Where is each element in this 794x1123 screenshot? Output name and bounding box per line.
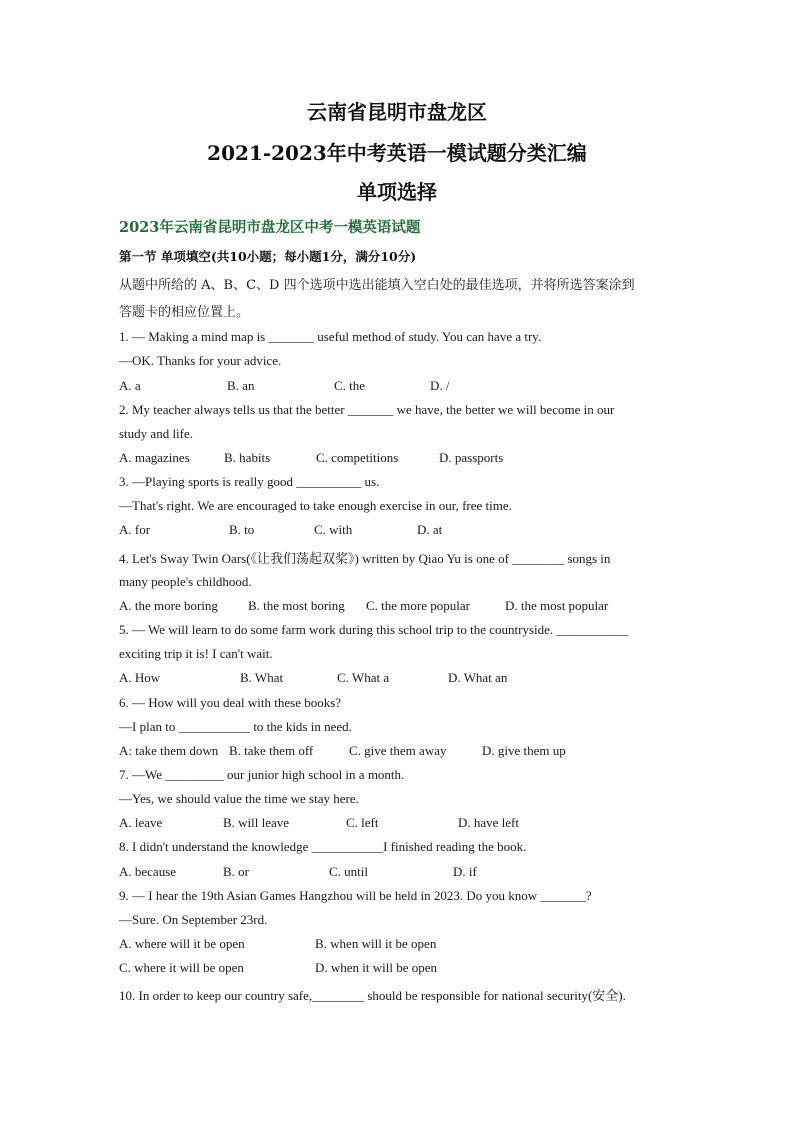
question-2-stem-continued: study and life.: [119, 426, 194, 441]
question-3-option-b: B. to: [229, 522, 255, 537]
question-7-reply: —Yes, we should value the time we stay here.: [119, 791, 359, 806]
question-5-option-a: A. How: [119, 670, 161, 685]
exam-title: 2023年云南省昆明市盘龙区中考一模英语试题: [119, 219, 421, 236]
question-7-option-d: D. have left: [458, 815, 520, 830]
question-8-option-c: C. until: [329, 864, 369, 879]
question-1-option-d: D. /: [430, 378, 450, 393]
question-6-option-d: D. give them up: [482, 743, 566, 758]
question-5-option-d: D. What an: [448, 670, 508, 685]
question-4-option-a: A. the more boring: [119, 598, 218, 613]
question-9-option-a: A. where will it be open: [119, 936, 245, 951]
question-9-reply: —Sure. On September 23rd.: [119, 912, 268, 927]
question-1-option-c: C. the: [334, 378, 366, 393]
question-9-option-c: C. where it will be open: [119, 960, 244, 975]
question-4-option-b: B. the most boring: [248, 598, 345, 613]
question-7-option-b: B. will leave: [223, 815, 290, 830]
question-1-stem: 1. — Making a mind map is _______ useful method of study. You can have a try.: [119, 329, 542, 344]
question-1-reply: —OK. Thanks for your advice.: [119, 353, 282, 368]
question-1-option-a: A. a: [119, 378, 141, 393]
question-3-option-d: D. at: [417, 522, 443, 537]
question-5-option-c: C. What a: [337, 670, 390, 685]
question-2-option-b: B. habits: [224, 450, 271, 465]
question-3-reply: —That's right. We are encouraged to take enough exercise in our, free time.: [119, 498, 512, 513]
page-title-section: 单项选择: [357, 180, 437, 204]
question-7-stem: 7. —We _________ our junior high school in a month.: [119, 767, 405, 782]
question-8-option-b: B. or: [223, 864, 249, 879]
question-6-option-a: A: take them down: [119, 743, 219, 758]
question-5-stem-continued: exciting trip it is! I can't wait.: [119, 646, 273, 661]
question-9-option-d: D. when it will be open: [315, 960, 438, 975]
question-2-option-a: A. magazines: [119, 450, 190, 465]
question-4-stem: 4. Let's Sway Twin Oars(《让我们荡起双桨》) written by Qiao Yu is one of ________ songs in: [119, 551, 611, 566]
question-8-stem: 8. I didn't understand the knowledge ___________I finished reading the book.: [119, 839, 527, 854]
question-6-stem: 6. — How will you deal with these books?: [119, 695, 342, 710]
question-6-option-b: B. take them off: [229, 743, 314, 758]
question-7-option-c: C. left: [346, 815, 379, 830]
question-3-stem: 3. —Playing sports is really good __________ us.: [119, 474, 380, 489]
question-5-stem: 5. — We will learn to do some farm work during this school trip to the countryside. ___________: [119, 622, 628, 637]
question-6-option-c: C. give them away: [349, 743, 447, 758]
instruction-line-2: 答题卡的相应位置上。: [119, 305, 250, 320]
question-9-stem: 9. — I hear the 19th Asian Games Hangzhou will be held in 2023. Do you know _______?: [119, 888, 592, 903]
question-8-option-a: A. because: [119, 864, 177, 879]
question-1-option-b: B. an: [227, 378, 255, 393]
question-7-option-a: A. leave: [119, 815, 163, 830]
question-3-option-c: C. with: [314, 522, 353, 537]
page-title-collection: 2021-2023年中考英语一模试题分类汇编: [207, 141, 587, 165]
question-9-option-b: B. when will it be open: [315, 936, 437, 951]
question-2-option-c: C. competitions: [316, 450, 399, 465]
section-title: 第一节 单项填空(共10小题；每小题1分，满分10分): [119, 249, 417, 264]
page-title-region: 云南省昆明市盘龙区: [307, 100, 487, 124]
question-5-option-b: B. What: [240, 670, 284, 685]
instruction-line-1: 从题中所给的 A、B、C、D 四个选项中选出能填入空白处的最佳选项，并将所选答案涂到: [119, 278, 635, 293]
question-2-option-d: D. passports: [439, 450, 504, 465]
question-4-option-d: D. the most popular: [505, 598, 609, 613]
question-8-option-d: D. if: [453, 864, 477, 879]
question-4-stem-continued: many people's childhood.: [119, 574, 252, 589]
question-4-option-c: C. the more popular: [366, 598, 470, 613]
question-10-stem: 10. In order to keep our country safe,________ should be responsible for national security(安全).: [119, 988, 626, 1003]
question-2-stem: 2. My teacher always tells us that the better _______ we have, the better we will become in our: [119, 402, 615, 417]
question-3-option-a: A. for: [119, 522, 151, 537]
question-6-reply: —I plan to ___________ to the kids in need.: [119, 719, 352, 734]
